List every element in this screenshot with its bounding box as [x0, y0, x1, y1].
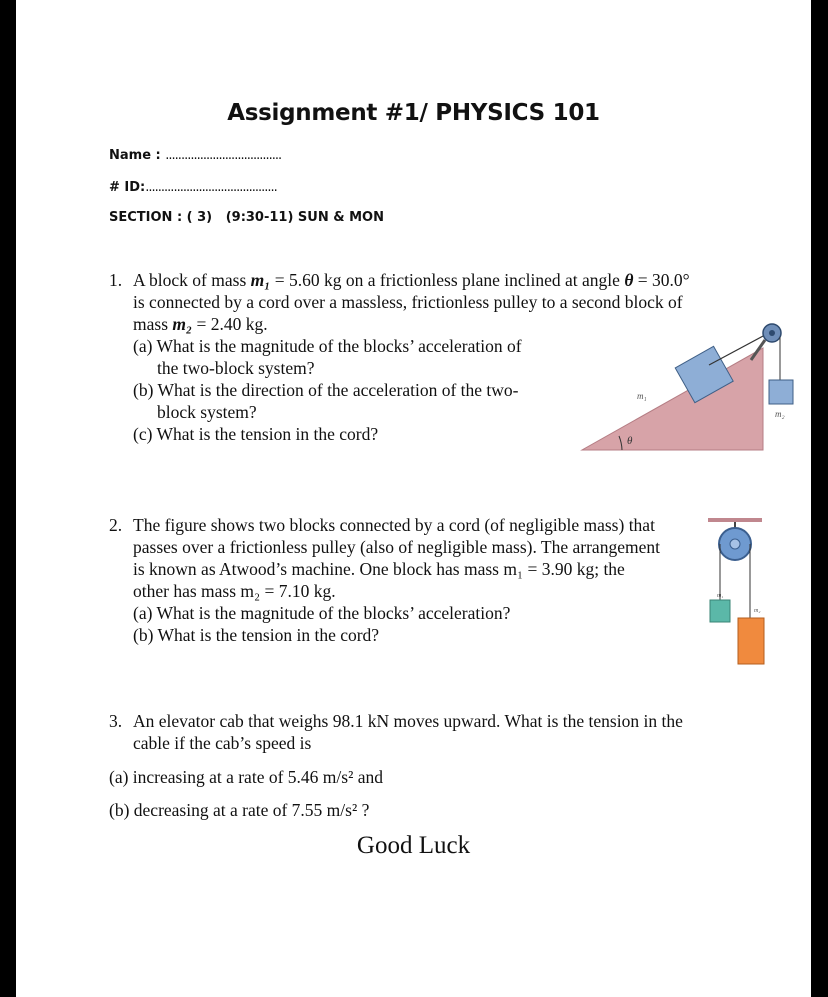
q1-part-a: (a) What is the magnitude of the blocks’ acceleration of	[133, 336, 522, 356]
q1-text: = 30.0°	[633, 270, 690, 290]
name-label: Name :	[109, 148, 161, 163]
q1-part-b-cont: block system?	[157, 402, 257, 422]
pulley-axle	[769, 330, 775, 336]
ceiling	[708, 518, 762, 522]
q1-m1-symbol: m₁	[250, 270, 271, 290]
q1-part-a-cont: the two-block system?	[157, 358, 315, 378]
m2-label: m₂	[754, 608, 761, 614]
q1-part-c: (c) What is the tension in the cord?	[133, 424, 379, 444]
m2-label: m₂	[775, 409, 785, 419]
id-dots: ..........................................	[145, 180, 277, 195]
question-3	[109, 710, 683, 754]
q1-part-b: (b) What is the direction of the acceleration of the two-	[133, 380, 519, 400]
q1-text: = 2.40 kg.	[192, 314, 268, 334]
block-m2	[769, 380, 793, 404]
q2-part-a: (a) What is the magnitude of the blocks’ acceleration?	[133, 603, 511, 623]
name-field	[109, 148, 281, 163]
q1-text: A block of mass	[133, 270, 251, 290]
section-info	[109, 210, 384, 225]
q1-number: 1.	[109, 270, 123, 290]
q2-part-b: (b) What is the tension in the cord?	[133, 625, 380, 645]
q3-part-b: (b) decreasing at a rate of 7.55 m/s² ?	[109, 800, 370, 820]
q2-number: 2.	[109, 515, 123, 535]
id-field	[109, 180, 277, 195]
q1-text: = 5.60 kg on a frictionless plane inclined at angle	[270, 270, 625, 290]
q3-text: An elevator cab that weighs 98.1 kN moves upward. What is the tension in the	[133, 711, 683, 731]
q2-text: The figure shows two blocks connected by a cord (of negligible mass) that	[133, 515, 655, 535]
q2-text: is known as Atwood’s machine. One block has mass m₁ = 3.90 kg; the	[133, 559, 625, 579]
q3-text: cable if the cab’s speed is	[133, 733, 312, 753]
incline-figure	[579, 320, 799, 455]
name-dots: .....................................	[165, 148, 282, 163]
section-label: SECTION : ( 3)	[109, 210, 213, 225]
block-m1	[710, 600, 730, 622]
q2-text: passes over a frictionless pulley (also of negligible mass). The arrangement	[133, 537, 660, 557]
q1-theta-symbol: θ	[624, 270, 634, 290]
q1-text: mass	[133, 314, 173, 334]
closing-text: Good Luck	[356, 832, 471, 859]
q2-text: other has mass m₂ = 7.10 kg.	[133, 581, 336, 601]
q1-text: is connected by a cord over a massless, frictionless pulley to a second block of	[133, 292, 683, 312]
q3-number: 3.	[109, 711, 123, 731]
pulley-hub	[730, 539, 740, 549]
q3-part-a: (a) increasing at a rate of 5.46 m/s² and	[109, 767, 383, 787]
atwood-figure	[706, 512, 766, 672]
m1-label: m₁	[637, 391, 647, 401]
page-title: Assignment #1/ PHYSICS 101	[227, 100, 600, 126]
q1-m2-symbol: m₂	[172, 314, 193, 334]
m1-label: m₁	[717, 593, 724, 599]
theta-label: θ	[627, 435, 633, 447]
question-2	[109, 514, 660, 646]
block-m2	[738, 618, 764, 664]
document-page	[16, 0, 811, 997]
id-label: # ID:	[109, 180, 146, 195]
section-time: (9:30-11) SUN & MON	[225, 210, 384, 225]
incline-plane	[582, 348, 763, 450]
